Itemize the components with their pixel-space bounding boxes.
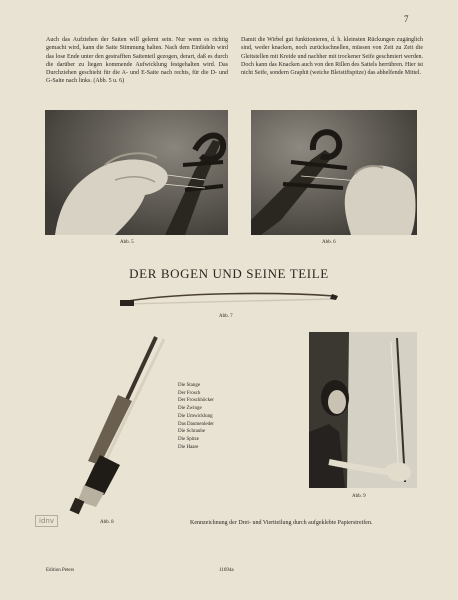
page-number: 7 (404, 14, 409, 24)
caption-abb-7: Abb. 7 (219, 314, 233, 319)
bow-part-item: Der Frosch (178, 390, 201, 396)
bow-part-item: Das Daumenleder (178, 421, 214, 427)
bow-part-item: Die Schraube (178, 429, 206, 435)
bow-part-item: Die Zwinge (178, 406, 202, 412)
bow-part-item: Die Stange (178, 383, 201, 388)
footer-plate-number: 11694a (219, 568, 234, 573)
text-column-left: Auch das Aufziehen der Saiten will gelernt sein. Nur wenn es richtig gemacht wird, kann die Saite Stimmung halten. Nach dem Einfädeln wird das lose Ende unter den gestrafften Saitenteil gezogen, derart, daß es durch die darüber zu liegen kommende Aufwicklung festgehalten wird. Das Durchziehen geschieht für die A- und E-Saite nach rechts, für die D- und G-Saite nach links. (Abb. 5 u. 6) (46, 37, 228, 85)
caption-abb-8: Abb. 8 (100, 520, 114, 525)
bow-part-item: Die Haare (178, 444, 199, 450)
bow-full-illustration (118, 290, 340, 310)
hand-pegbox-illustration-left (45, 110, 228, 235)
bow-part-item: Der Froschhöcker (178, 398, 214, 404)
hand-pegbox-illustration-right (251, 110, 417, 235)
bow-part-item: Die Spitze (178, 436, 199, 442)
bow-frog-closeup-illustration (60, 335, 168, 515)
section-heading: DER BOGEN UND SEINE TEILE (129, 266, 329, 281)
footnote-text: Kennzeichnung der Drei- und Viertteilung durch aufgeklebte Papierstreifen. (190, 520, 373, 526)
caption-abb-6: Abb. 6 (322, 240, 336, 245)
girl-with-bow-illustration (309, 332, 417, 488)
photo-girl-holding-bow (309, 332, 417, 488)
caption-abb-5: Abb. 5 (120, 240, 134, 245)
photo-string-winding-right (251, 110, 417, 235)
caption-abb-9: Abb. 9 (352, 494, 366, 499)
text-column-right: Damit die Wirbel gut funktionieren, d. h. kleinsten Rückungen zugänglich sind, weder knacken, noch zurückschnellen, müssen von Zeit zu Zeit die Gleitstellen mit Kreide und nachher mit trockener Seife geschmiert werden. Doch kann das Knacken auch von den Rillen des Sattels herrühren. Hier ist nicht Seife, sondern Graphit (weiche Bleistiftspitze) das abhelfende Mittel. (241, 37, 423, 77)
bow-parts-list (178, 382, 248, 451)
watermark-stamp: idnv (35, 515, 58, 527)
photo-string-winding-left (45, 110, 228, 235)
footer-publisher: Edition Peters (46, 568, 75, 573)
bow-part-item: Die Umwicklung (178, 413, 213, 419)
